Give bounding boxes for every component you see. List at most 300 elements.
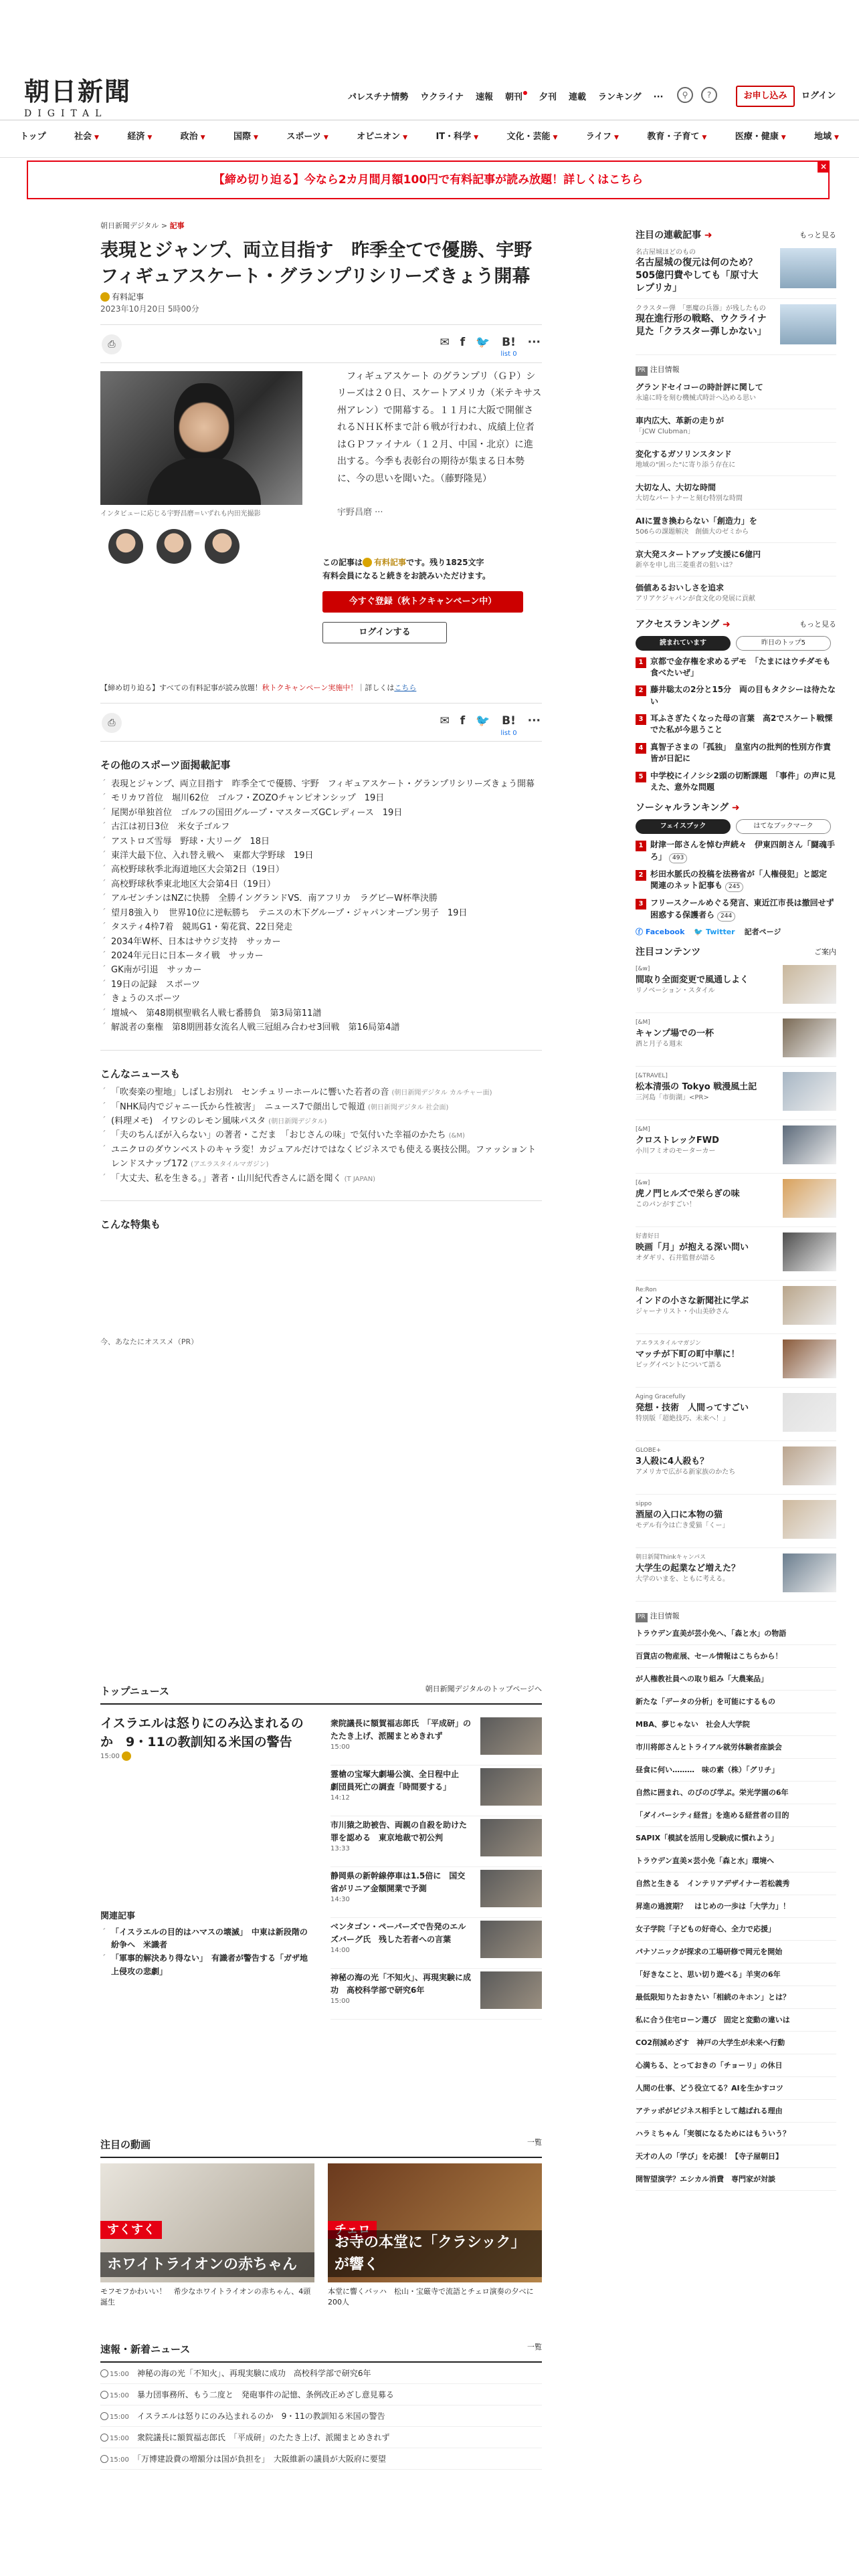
social-rank-item[interactable] [636, 839, 836, 863]
subscribe-button[interactable]: お申し込み [736, 86, 795, 107]
cat-region[interactable] [814, 130, 839, 157]
list-item[interactable]: ´ 望月8強入り 世界10位に逆転勝ち テニスの木下グループ・ジャパンオープン男子 19日 [100, 906, 542, 920]
related-item[interactable]: ´ 「軍事的解決あり得ない」 有識者が警告する「ガザ地上侵攻の悲劇」 [100, 1952, 308, 1979]
top-news-item-time [330, 1793, 472, 1803]
pr2-item[interactable]: パナソニックが探求の工場研修で岡元を開始 [636, 1941, 836, 1963]
rank-title: 藤井聡太の2分と15分 両の目もタクシーは待たない [650, 685, 836, 706]
promo-c: 詳しくは [365, 683, 395, 692]
content-title: 注目コンテンツ [636, 947, 701, 958]
bookmark-count: 0 [512, 350, 517, 358]
campaign-banner[interactable] [27, 160, 830, 199]
pr-item-sub: 新卒を申し出三菱重者の狙いは？ [636, 561, 736, 569]
content-title: クロストレックFWD [636, 1135, 719, 1146]
tab-yesterday-top5[interactable]: 昨日のトップ5 [736, 636, 831, 651]
top-news-item[interactable] [330, 1867, 542, 1918]
list-item[interactable] [100, 1114, 542, 1128]
article-lead: フィギュアスケート のグランプリ（ＧＰ）シリーズは２０日、スケートアメリカ（米テキサス州アレン）で開幕する。１１月に大阪で開催されるＮＨＫ杯まで計６戦が行われ、成績上位者はＧＰファイナル（１２月、中国・北京）に進出する。今季も表彰台の期待が集まる日本勢に、今の思いを聞いた。（藤野隆晃） [337, 370, 542, 484]
paid-badge-icon [100, 292, 110, 302]
article-photo[interactable] [100, 371, 302, 505]
pr-item[interactable] [636, 376, 836, 409]
cat-life[interactable] [586, 130, 619, 157]
pr2-item[interactable]: CO2削減めざす 神戸の大学生が未来へ行動 [636, 2032, 836, 2054]
paid-badge-icon [363, 558, 372, 567]
list-item[interactable]: ´ タスティ4枠7着 競馬G1・菊花賞、22日発走 [100, 920, 542, 934]
related-title: 関連記事 [100, 1911, 136, 1921]
facebook-link[interactable] [636, 927, 684, 938]
pr-item-title: 変化するガソリンスタンド [636, 449, 732, 459]
topnav-ukraine[interactable]: ウクライナ [420, 92, 464, 102]
login-link[interactable]: ログイン [801, 91, 836, 101]
content-thumbnail [783, 1286, 836, 1325]
content-item[interactable] [636, 1388, 836, 1441]
pr2-item[interactable]: MBA、夢じゃない 社会人大学院 [636, 1713, 836, 1736]
twitter-link[interactable] [694, 927, 735, 938]
share-count-badge: 245 [725, 882, 743, 892]
chevron-down-icon: ▼ [403, 134, 408, 141]
list-item[interactable]: ´ 高校野球秋季東北地区大会第4日（19日） [100, 877, 542, 891]
photo-caption: インタビューに応じる宇野昌磨＝いずれも内田光撮影 [100, 510, 261, 518]
content-item-text [636, 1339, 773, 1387]
cat-life-label: ライフ [585, 132, 612, 142]
bookmark-list-label: list [500, 729, 511, 737]
news-list-title: こんなニュースも [100, 1067, 181, 1080]
tab-most-read[interactable]: 読まれています [636, 636, 731, 651]
content-item-text [636, 1500, 773, 1547]
pr-item[interactable] [636, 510, 836, 543]
tab-facebook[interactable]: フェイスブック [636, 819, 731, 834]
top-news-item-title: 衆院議長に額賀福志郎氏 「平成研」のたたき上げ、派閥まとめきれず [330, 1719, 472, 1741]
content-title: マッチが下町の町中華に！ [636, 1349, 740, 1360]
rank-title: 中学校にイノシシ2頭の切断課題 「事件」の声に見えた、意外な問題 [650, 770, 836, 792]
pr2-item[interactable]: 昼食に何い……… 味の素（株）「グリチ」 [636, 1759, 836, 1782]
pr-item-sub: 永遠に時を刻む機械式時計へ込める思い [636, 394, 756, 402]
content-item[interactable] [636, 1120, 836, 1174]
pr-item[interactable] [636, 443, 836, 476]
ranking-item[interactable] [636, 713, 836, 736]
content-kicker: 朝日新聞Thinkキャンパス [636, 1554, 706, 1562]
content-kicker: sippo [636, 1501, 652, 1508]
top-news-item-title: ベンタゴン・ペーパーズで告発のエルズバーグ氏 残した若者への言葉 [330, 1922, 466, 1944]
pr-item-title: AIに置き換わらない「創造力」を [636, 516, 757, 526]
list-item[interactable]: ´ 解説者の棄権 第8期囲碁女流名人戦三冠組み合わせ3回戦 第16局第4譜 [100, 1021, 542, 1035]
pr2-item[interactable]: 自然と生きる インテリアデザイナー若松義秀 [636, 1872, 836, 1895]
pr-item-title: 大切な人、大切な時間 [636, 482, 717, 492]
share-count-badge: 244 [717, 911, 735, 922]
chevron-down-icon: ▼ [781, 134, 786, 141]
facebook-icon[interactable]: f [460, 714, 466, 728]
paywall [322, 556, 542, 643]
cat-society[interactable] [74, 130, 99, 157]
photo-thumb[interactable] [108, 529, 143, 564]
pr2-item[interactable]: 天才の人の「学び」を応援！【寺子屋朝日】 [636, 2145, 836, 2168]
topnav-morning[interactable] [505, 91, 527, 104]
video-card[interactable] [328, 2163, 542, 2309]
top-news-link[interactable]: 朝日新聞デジタルのトップページへ [425, 1685, 542, 1693]
list-item[interactable]: ´ 古江は初日3位 米女子ゴルフ [100, 820, 542, 834]
facebook-icon: ⓕ [636, 927, 643, 936]
content-item[interactable] [636, 1281, 836, 1334]
list-item-title: ユニクロのダウンベストのキャラ変！カジュアルだけではなくビジネスでも使える裏技公開。ファッショントレンドスナップ172 [111, 1144, 537, 1170]
content-sub: 大学のいまを、ともに考える。 [636, 1576, 729, 1584]
top-news-item-time [330, 1945, 472, 1955]
pr2-item[interactable]: トラウデン直美×芸小免「森と水」環境へ [636, 1850, 836, 1872]
paywall-line2: 有料会員になると続きをお読みいただけます。 [322, 571, 491, 581]
content-sub: ビッグイベントについて語る [636, 1362, 722, 1370]
content-sub: 酒と月子る週末 [636, 1041, 682, 1049]
chevron-down-icon: ▼ [200, 134, 205, 141]
series-item-text [636, 304, 767, 354]
ranking-tabs [636, 636, 836, 651]
category-nav [0, 130, 859, 158]
twitter-icon[interactable]: 🐦 [476, 714, 490, 728]
ranking-item[interactable] [636, 656, 836, 679]
rank-title: 京都で金存権を求めるデモ 「たまにはウチダモも食べたいぜ」 [650, 656, 831, 677]
promo-link[interactable]: こちら [394, 683, 417, 692]
list-item[interactable] [100, 1128, 542, 1142]
rank-number: 4 [636, 743, 646, 754]
list-item[interactable]: ´ アルゼンチンはNZに快勝 全勝イングランドVS．南アフリカ ラグビーW杯準決勝 [100, 891, 542, 905]
cat-education[interactable] [647, 130, 706, 157]
photo-thumbnails [108, 529, 240, 564]
pr-item[interactable] [636, 576, 836, 610]
list-item[interactable]: ´ 高校野球秋季北海道地区大会第2日（19日） [100, 863, 542, 877]
content-kicker: Re:Ron [636, 1287, 657, 1294]
content-title: 間取り全面変更で風通しよく [636, 974, 749, 985]
video-title: モフモフかわいい！ 希少なホワイトライオンの赤ちゃん、4頭誕生 [100, 2286, 311, 2306]
photo-thumb[interactable] [205, 529, 240, 564]
list-item[interactable]: ´ きょうのスポーツ [100, 992, 542, 1006]
topnav-breaking[interactable]: 速報 [475, 92, 493, 102]
cat-it-science-label: IT・科学 [436, 132, 472, 142]
news-list [100, 1085, 542, 1186]
topnav-series[interactable]: 連載 [569, 92, 587, 102]
content-thumbnail [783, 1393, 836, 1432]
top-news-item[interactable] [330, 1969, 542, 2020]
chevron-down-icon: ▼ [323, 134, 328, 141]
content-item[interactable] [636, 1548, 836, 1602]
cat-top[interactable]: トップ [20, 132, 46, 142]
print-icon[interactable]: ⎙ [102, 713, 122, 733]
content-thumbnail [783, 1179, 836, 1218]
series-thumbnail [780, 304, 836, 344]
photo-thumb[interactable] [157, 529, 191, 564]
top-news-item[interactable] [330, 1715, 542, 1765]
top-news-item[interactable] [330, 1765, 542, 1816]
pr2-item[interactable]: 最低限知りたおきたい「相続のキホン」とは？ [636, 1986, 836, 2009]
pr2-item[interactable]: が人権教社員への取り組み「大農案品」 [636, 1668, 836, 1691]
pr2-item[interactable]: 開智望演学？エシカル消費 専門家が対談 [636, 2168, 836, 2191]
content-item[interactable] [636, 960, 836, 1013]
content-title: 酒屋の入口に本物の猫 [636, 1509, 723, 1520]
cat-it-science[interactable] [436, 130, 478, 157]
breaking-item[interactable] [100, 2405, 542, 2427]
chevron-down-icon: ▼ [553, 134, 558, 141]
pr2-item[interactable]: 私に合う住宅ローン選び 固定と変動の違いは [636, 2009, 836, 2032]
content-item-text [636, 1393, 773, 1440]
breaking-item[interactable] [100, 2363, 542, 2384]
topnav-ranking[interactable]: ランキング [598, 92, 642, 102]
cat-region-label: 地域 [814, 132, 832, 142]
list-item[interactable]: ´ GK南が引退 サッカー [100, 963, 542, 977]
breaking-item[interactable] [100, 2384, 542, 2405]
content-kicker: [&w] [636, 1180, 650, 1187]
breadcrumb-home[interactable]: 朝日新聞デジタル [100, 221, 159, 230]
breaking-item[interactable] [100, 2448, 542, 2470]
more-share-icon[interactable]: ··· [527, 714, 541, 728]
top-news-item[interactable] [330, 1918, 542, 1969]
chevron-down-icon: ▼ [834, 134, 839, 141]
content-item[interactable] [636, 1174, 836, 1227]
cat-health[interactable] [735, 130, 786, 157]
pr-item[interactable] [636, 476, 836, 510]
list-item-source: (朝日新聞デジタル 社会面) [368, 1103, 449, 1111]
content-sub: 特別版「超絶技巧、未来へ！」 [636, 1415, 729, 1423]
chevron-down-icon: ▼ [254, 134, 258, 141]
clock-icon [100, 2434, 108, 2442]
divider [100, 1050, 542, 1051]
cat-culture-label: 文化・芸能 [506, 132, 551, 142]
list-item[interactable]: ´ 2024年元日に日本ータイ戦 サッカー [100, 949, 542, 963]
list-item[interactable]: ´ 尾関が単独首位 ゴルフの国田グループ・マスターズGCレディース 19日 [100, 806, 542, 820]
breaking-more-link[interactable]: 一覧 [527, 2343, 542, 2351]
pr2-item[interactable]: 「ダイバーシティ経営」を進める経営者の目的 [636, 1804, 836, 1827]
facebook-icon[interactable]: f [460, 335, 466, 349]
list-item[interactable] [100, 1085, 542, 1099]
cat-education-label: 教育・子育て [647, 132, 700, 142]
list-item[interactable] [100, 1172, 542, 1186]
pr2-item[interactable]: トラウデン直美が芸小免へ、「森と水」の物語 [636, 1622, 836, 1645]
mail-icon[interactable]: ✉ [440, 714, 450, 728]
series-more-link[interactable]: もっと見る [799, 231, 836, 240]
pr2-item[interactable]: 新たな「データの分析」を可能にするもの [636, 1691, 836, 1713]
pr-item[interactable] [636, 409, 836, 443]
related-list [100, 1926, 308, 1979]
content-item-text [636, 965, 773, 1012]
series-header [636, 229, 836, 243]
list-item-source: (アエラスタイルマガジン) [190, 1161, 269, 1169]
paywall-pre: この記事は [322, 557, 363, 567]
paywall-login-button[interactable]: ログインする [322, 622, 447, 643]
list-item[interactable]: ´ モリカワ首位 堀川62位 ゴルフ・ZOZOチャンピオンシップ 19日 [100, 791, 542, 805]
reporter-page-link[interactable]: 記者ページ [744, 927, 781, 936]
pr-badge: PR [636, 366, 648, 376]
cat-opinion[interactable] [357, 130, 407, 157]
content-item[interactable] [636, 1495, 836, 1548]
cat-economy[interactable] [127, 130, 152, 157]
register-button[interactable]: 今すぐ登録（秋トクキャンペーン中） [322, 591, 523, 613]
paywall-count: 1825 [446, 557, 468, 567]
list-item[interactable]: ´ 東洋大最下位、入れ替え戦へ 東都大学野球 19日 [100, 849, 542, 863]
content-kicker: [&M] [636, 1126, 650, 1134]
content-item-text [636, 1553, 773, 1601]
content-item[interactable] [636, 1067, 836, 1120]
content-item[interactable] [636, 1441, 836, 1495]
series-list [636, 243, 836, 355]
series-title: 現在進行形の戦略、ウクライナ見た「クラスター弾しかない」 [636, 314, 767, 337]
top-news-item-title: 神秘の海の光「不知火」、再現実験に成功 高校科学部で研究6年 [330, 1973, 472, 1995]
pr-item-title: 価値あるおいしさを追求 [636, 582, 725, 593]
pr2-item[interactable]: 自然に囲まれ、のびのび学ぶ。栄光学園の6年 [636, 1782, 836, 1804]
social-rank-text [650, 897, 842, 921]
rank-number: 3 [636, 899, 646, 909]
top-news-item[interactable] [330, 1816, 542, 1867]
top-news-item-time [330, 1844, 472, 1854]
tab-hatena[interactable]: はてなブックマーク [736, 819, 831, 834]
breaking-title: 衆院議長に額賀福志郎氏 「平成研」のたたき上げ、派閥まとめきれず [136, 2432, 390, 2442]
chevron-down-icon: ▼ [614, 134, 619, 141]
pr-item-sub: アリアケジャパンが食文化の発展に貢献 [636, 595, 755, 603]
videos-more-link[interactable]: 一覧 [527, 2138, 542, 2147]
list-item[interactable]: ´ 2034年W杯、日本はサウジ支持 サッカー [100, 935, 542, 949]
share-bar-bottom [100, 703, 542, 742]
pr2-item[interactable]: 昇進の過渡期？ はじめの一歩は「大学力」！ [636, 1895, 836, 1918]
breaking-title: イスラエルは怒りにのみ込まれるのか 9・11の教訓知る米国の警告 [136, 2411, 385, 2421]
more-menu-button[interactable]: ··· [653, 92, 664, 102]
pr2-item[interactable]: 百貨店の物産展、セール情報はこちらから！ [636, 1645, 836, 1668]
chevron-down-icon: ▼ [94, 134, 99, 141]
search-icon[interactable]: ⚲ [677, 87, 693, 103]
content-thumbnail [783, 1553, 836, 1592]
ranking-item[interactable] [636, 742, 836, 765]
paid-label [100, 291, 542, 303]
pr2-header [636, 1611, 836, 1622]
top-news-lead[interactable] [100, 1715, 308, 1761]
ranking-item[interactable] [636, 684, 836, 708]
content-thumbnail [783, 1339, 836, 1378]
series-kicker: クラスター弾 「悪魔の兵器」が残したもの [636, 305, 766, 312]
pr2-item[interactable]: アテッポがビジネス相手として越ばれる理由 [636, 2100, 836, 2123]
cat-international[interactable] [233, 130, 258, 157]
pr-item-sub: 大切なパートナーと刻む特別な時間 [636, 494, 743, 502]
content-sub: オダギリ、石井監督が語る [636, 1255, 716, 1263]
cat-sports-label: スポーツ [286, 132, 321, 142]
social-rank-text [650, 839, 836, 863]
more-share-icon[interactable]: ··· [527, 335, 541, 349]
pr2-title: 注目情報 [650, 1612, 680, 1621]
content-sub: 小川フミオのモーターカー [636, 1148, 716, 1156]
list-item-source: (朝日新聞デジタル) [268, 1118, 327, 1126]
social-tabs [636, 819, 836, 834]
pr2-item[interactable]: 心満ちる、とっておきの「チョーリ」の休日 [636, 2054, 836, 2077]
content-item[interactable] [636, 1227, 836, 1281]
help-icon[interactable]: ? [701, 87, 717, 103]
content-thumbnail [783, 1072, 836, 1111]
list-item[interactable]: ´ 19日の記録 スポーツ [100, 978, 542, 992]
top-news-header [100, 1684, 542, 1705]
pr-item-title: グランドセイコーの時計評に関して [636, 382, 763, 392]
video-thumbnail [328, 2163, 542, 2282]
breadcrumb-sep: > [161, 221, 168, 230]
facebook-link-label: Facebook [645, 927, 685, 936]
time-text: 15:00 [330, 1998, 350, 2006]
top-news-thumbnail [480, 1768, 542, 1806]
print-icon[interactable]: ⎙ [102, 334, 122, 354]
rank-number: 2 [636, 685, 646, 696]
paid-label-text: 有料記事 [112, 292, 145, 302]
top-news-item-title: 市川猿之助被告、両親の自殺を助けた罪を認める 東京地裁で初公判 [330, 1820, 468, 1842]
pr2-item[interactable]: ハラミちゃん「実領になるためにはもういう？ [636, 2123, 836, 2145]
content-item[interactable] [636, 1013, 836, 1067]
photo-suit [147, 458, 261, 505]
social-rank-text [650, 869, 836, 892]
hatena-bookmark-icon[interactable]: B! list 0 [500, 714, 517, 737]
series-item[interactable] [636, 299, 836, 355]
topnav-evening[interactable]: 夕刊 [539, 92, 557, 102]
pr2-item[interactable]: SAPIX「模試を活用し受験成に慣れよう」 [636, 1827, 836, 1850]
list-item-title: 「大丈夫、私を生きる。」著者・山川紀代香さんに語を聞く [111, 1173, 342, 1184]
pr-item[interactable] [636, 543, 836, 576]
twitter-icon[interactable]: 🐦 [476, 335, 490, 349]
breadcrumb-section[interactable]: 記事 [169, 221, 185, 230]
list-item[interactable] [100, 1143, 542, 1172]
tag-link[interactable]: 宇野昌磨 ··· [337, 507, 383, 518]
video-thumbnail [100, 2163, 314, 2282]
top-news-item-time [330, 1742, 472, 1752]
social-rank-item[interactable] [636, 869, 836, 892]
top-news-item-text [330, 1819, 472, 1866]
mail-icon[interactable]: ✉ [440, 335, 450, 349]
topnav-palestine[interactable]: パレスチナ情勢 [348, 92, 409, 102]
social-header [636, 801, 836, 815]
ranking-list [636, 656, 836, 794]
rank-number: 1 [636, 657, 646, 668]
videos-header [100, 2137, 542, 2158]
breaking-header [100, 2342, 542, 2363]
content-kicker: 好書好日 [636, 1233, 660, 1241]
video-title: 本堂に響くバッハ 松山・宝厳寺で流語とチェロ演奏の夕べに200人 [328, 2286, 534, 2306]
content-item[interactable] [636, 1334, 836, 1388]
content-thumbnail [783, 1018, 836, 1057]
clock-icon [100, 2391, 108, 2399]
cat-sports[interactable] [286, 130, 328, 157]
breaking-item[interactable] [100, 2427, 542, 2448]
list-item[interactable] [100, 1100, 542, 1114]
related-item[interactable]: ´ 「イスラエルの目的はハマスの壊滅」 中東は新段階の紛争へ 米識者 [100, 1926, 308, 1953]
series-item[interactable] [636, 243, 836, 299]
list-item[interactable]: ´ アストロズ雪辱 野球・大リーグ 18日 [100, 835, 542, 849]
share-bar-top [100, 324, 542, 363]
video-card[interactable] [100, 2163, 314, 2309]
site-logo[interactable] [24, 76, 132, 121]
list-item[interactable]: ´ 壇城へ 第48期棋聖戦名人戦七番勝負 第3局第11譜 [100, 1006, 542, 1021]
close-icon[interactable]: × [818, 160, 830, 173]
social-rank-item[interactable] [636, 897, 842, 921]
time-text: 13:33 [330, 1845, 350, 1853]
pr2-item[interactable]: 「好きなこと、思い切り遊べる」羊実の6年 [636, 1963, 836, 1986]
pr2-item[interactable]: 市川将郎さんとトライアル就労体験者座談会 [636, 1736, 836, 1759]
content-thumbnail [783, 1232, 836, 1271]
cat-politics[interactable] [181, 130, 205, 157]
sports-list [100, 777, 542, 1035]
pr2-list [636, 1622, 836, 2191]
promo-a: 【締め切り迫る】すべての有料記事が読み放題！ [100, 683, 262, 692]
ranking-more-link[interactable]: もっと見る [799, 619, 836, 629]
text-fade [328, 521, 542, 548]
pr2-item[interactable]: 女子学院「子どもの好奇心、全力で応援」 [636, 1918, 836, 1941]
cat-culture[interactable] [506, 130, 557, 157]
new-dot-icon [523, 91, 527, 95]
content-item-text [636, 1286, 773, 1333]
list-item[interactable]: ´ 表現とジャンプ、両立目指す 昨季全てで優勝、宇野 フィギュアスケート・グランプリシリーズきょう開幕 [100, 777, 542, 791]
hatena-bookmark-icon[interactable]: B! list 0 [500, 335, 517, 358]
pr-item-sub: 地域の"困った"に寄り添う存在に [636, 461, 736, 469]
ranking-item[interactable] [636, 770, 836, 794]
pr2-item[interactable]: 人間の仕事、どう役立てる？AIを生かすコツ [636, 2077, 836, 2100]
content-title: 松本清張の Tokyo 戦漫風土記 [636, 1081, 757, 1092]
chevron-down-icon: ▼ [147, 134, 153, 141]
content-more-link[interactable]: ご案内 [814, 948, 836, 957]
content-title: インドの小さな新聞社に学ぶ [636, 1295, 749, 1306]
